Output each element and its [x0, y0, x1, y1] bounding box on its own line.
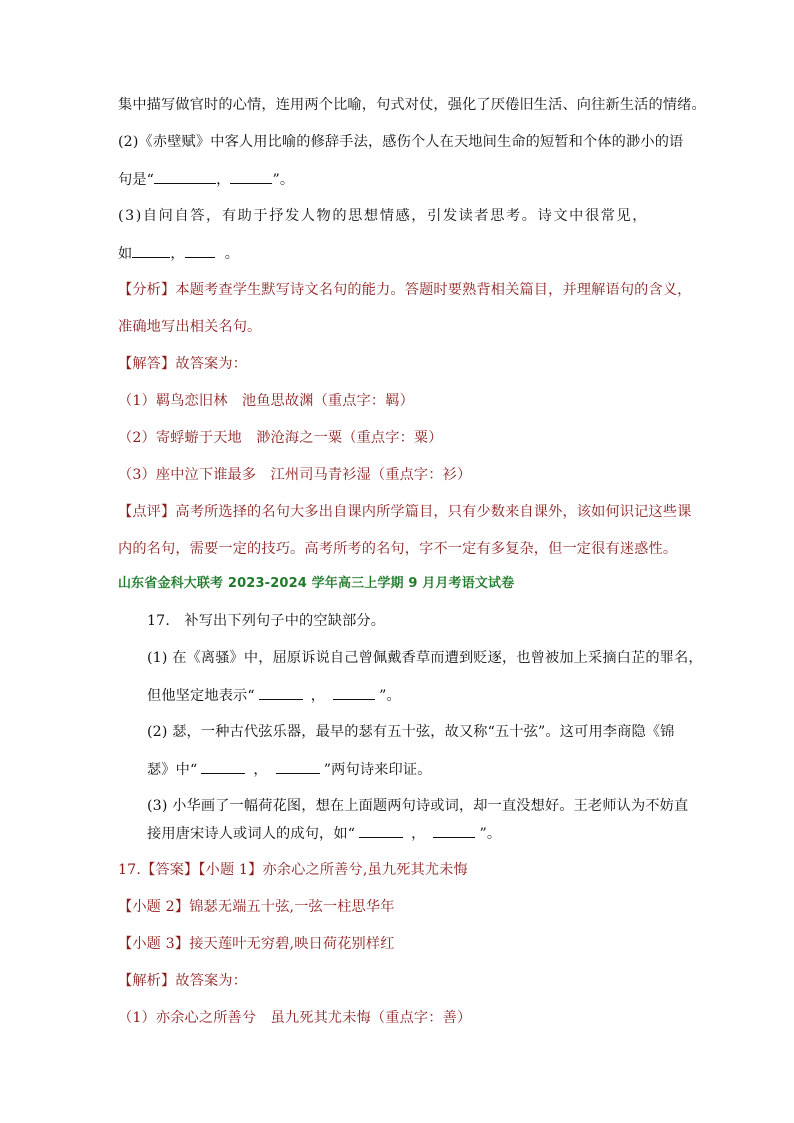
- question-17-part-3: (3) 小华画了一幅荷花图，想在上面题两句诗或词，却一直没想好。王老师认为不妨直: [147, 798, 689, 814]
- analysis-text-cont: 准确地写出相关名句。: [118, 319, 262, 335]
- explanation-item-1: （1）亦余心之所善兮 虽九死其尤未悔（重点字：善）: [118, 1010, 472, 1026]
- fill-blank: [201, 759, 245, 774]
- answer-line-3: [118, 934, 395, 954]
- text-fragment: ，: [170, 246, 185, 262]
- text-fragment: ，: [253, 762, 268, 778]
- solution-heading: 【解答】故答案为：: [118, 356, 248, 372]
- exam-source-heading: 山东省金科大联考 2023-2024 学年高三上学期 9 月月考语文试卷: [118, 576, 515, 591]
- fill-blank: [230, 169, 272, 184]
- fill-blank: [433, 823, 475, 838]
- fill-blank: [259, 685, 303, 700]
- question-17-prompt: 17. 补写出下列句子中的空缺部分。: [147, 613, 386, 629]
- fill-blank: [276, 759, 320, 774]
- text-fragment: ，: [216, 172, 231, 188]
- text-fragment: ”。: [272, 172, 295, 188]
- answer-text: 接天莲叶无穷碧,映日荷花别样红: [189, 936, 395, 952]
- solution-item-3: （3）座中泣下谁最多 江州司马青衫湿（重点字：衫）: [118, 467, 472, 483]
- question-2-text: (2)《赤壁赋》中客人用比喻的修辞手法，感伤个人在天地间生命的短暂和个体的渺小的语: [118, 134, 684, 150]
- text-fragment: 接用唐宋诗人或词人的成句，如“: [147, 826, 356, 842]
- answer-label: 【小题 2】: [118, 899, 190, 915]
- text-fragment: 瑟》中“: [147, 762, 198, 778]
- question-17-part-3-answer-line: [147, 823, 501, 844]
- text-line: 集中描写做官时的心情，连用两个比喻，句式对仗，强化了厌倦旧生活、向往新生活的情绪。: [118, 97, 706, 113]
- text-fragment: 。: [224, 246, 240, 262]
- question-17-part-2: (2) 瑟，一种古代弦乐器，最早的瑟有五十弦，故又称“五十弦”。这可用李商隐《锦: [147, 724, 675, 740]
- text-fragment: ，: [310, 688, 326, 704]
- text-fragment: ”两句诗来印证。: [323, 762, 432, 778]
- question-17-part-1: (1) 在《离骚》中，屈原诉说自己曾佩戴香草而遭到贬逐，也曾被加上采摘白芷的罪名，: [147, 650, 703, 666]
- solution-item-1: （1）羁鸟恋旧林 池鱼思故渊（重点字：羁）: [118, 393, 414, 409]
- question-17-part-1-answer-line: [147, 685, 401, 706]
- fill-blank: [333, 685, 375, 700]
- question-17-part-2-answer-line: [147, 759, 432, 780]
- question-3-answer-line: [118, 243, 239, 264]
- text-fragment: ”。: [379, 688, 401, 704]
- fill-blank: [185, 243, 215, 258]
- comment-text-cont: 内的名句，需要一定的技巧。高考所考的名句，字不一定有多复杂，但一定很有迷惑性。: [118, 541, 678, 557]
- comment-text: 【点评】高考所选择的名句大多出自课内所学篇目，只有少数来自课外，该如何识记这些课: [118, 504, 692, 520]
- text-fragment: ，: [411, 826, 426, 842]
- answer-text: 亦余心之所善兮,虽九死其尤未悔: [262, 862, 468, 878]
- fill-blank: [154, 169, 216, 184]
- text-fragment: 如: [118, 246, 133, 262]
- answer-line-2: [118, 897, 395, 917]
- fill-blank: [359, 823, 403, 838]
- answer-label: 17.【答案】【小题 1】: [118, 862, 263, 878]
- text-fragment: ”。: [479, 826, 502, 842]
- answer-text: 锦瑟无端五十弦,一弦一柱思华年: [189, 899, 395, 915]
- analysis-text: 【分析】本题考查学生默写诗文名句的能力。答题时要熟背相关篇目，并理解语句的含义，: [118, 282, 692, 298]
- text-fragment: 但他坚定地表示“: [147, 688, 255, 704]
- explanation-heading: 【解析】故答案为：: [118, 973, 248, 989]
- question-3-text: (3)自问自答，有助于抒发人物的思想情感，引发读者思考。诗文中很常见，: [118, 208, 649, 224]
- text-fragment: 句是“: [118, 172, 155, 188]
- answer-line-1: [118, 860, 468, 880]
- answer-label: 【小题 3】: [118, 936, 190, 952]
- fill-blank: [132, 243, 170, 258]
- question-2-answer-line: [118, 169, 294, 190]
- solution-item-2: （2）寄蜉蝣于天地 渺沧海之一粟（重点字：粟）: [118, 430, 443, 446]
